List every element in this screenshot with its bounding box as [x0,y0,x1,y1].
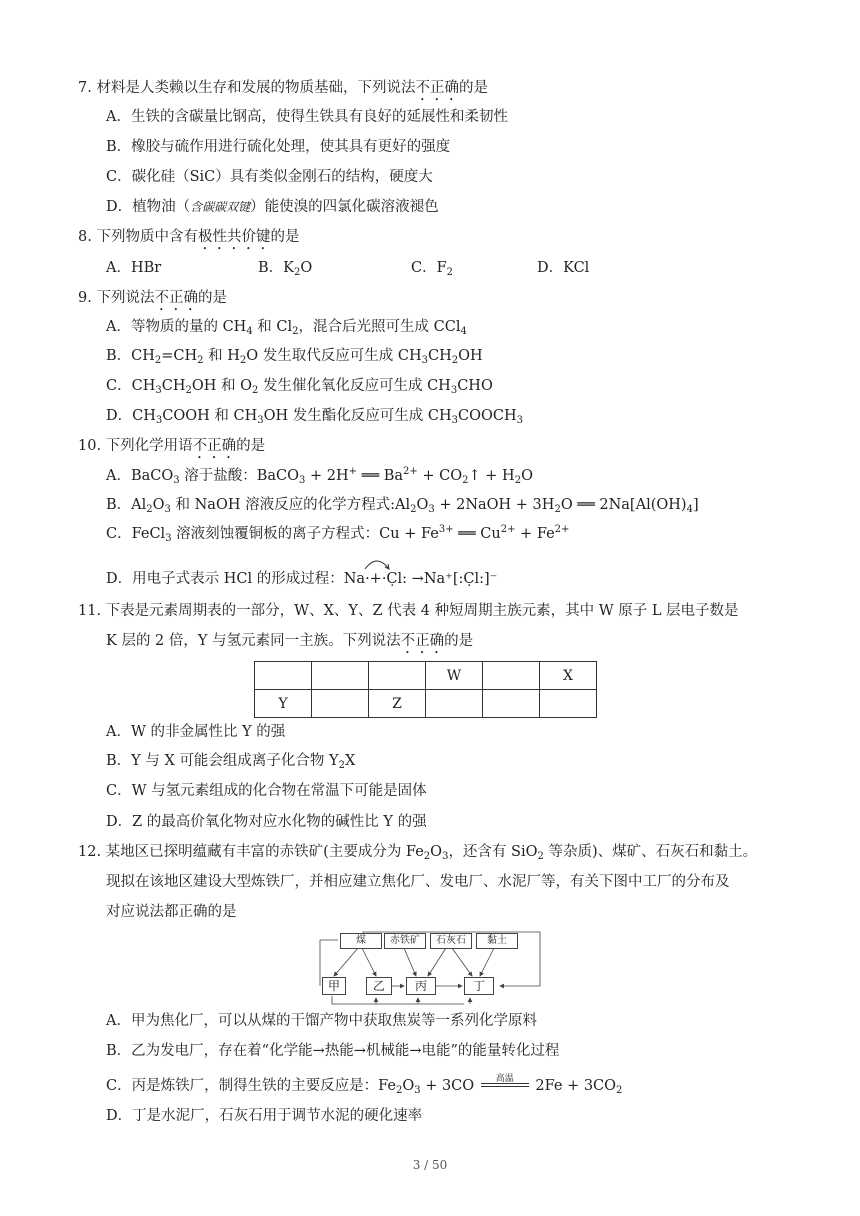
table-cell: X [540,662,597,690]
table-cell: Y [255,690,312,718]
q12-stem-line3: 对应说法都正确的是 [106,904,237,920]
q8-option-c: C．$F_2$ [411,260,454,278]
page-number: 3 / 50 [412,1158,448,1172]
q12-option-a: A．甲为焦化厂，可以从煤的干馏产物中获取焦炭等一系列化学原料 [106,1013,537,1029]
table-cell: W [426,662,483,690]
table-cell [255,662,312,690]
table-cell [483,662,540,690]
q11-stem-line2: K 层的 2 倍，Y 与氢元素同一主族。下列说法不正确的是 [106,633,474,649]
q11-option-c: C．W 与氢元素组成的化合物在常温下可能是固体 [106,783,427,799]
q8-stem: 8. 下列物质中含有极性共价键的是 [78,229,300,245]
resource-hematite: 赤铁矿 [384,933,426,949]
q8-option-d: D．KCl [537,260,590,276]
q11-option-d: D．Z 的最高价氧化物对应水化物的碱性比 Y 的强 [106,814,427,830]
q7-stem: 7. 材料是人类赖以生存和发展的物质基础，下列说法不正确的是 [78,80,488,96]
table-cell [369,662,426,690]
q12-option-c: C．丙是炼铁厂，制得生铁的主要反应是：$Fe_2O_3 + 3CO$ 高温 $2Fe + 3CO_2$ [106,1074,623,1096]
plant-yi: 乙 [366,977,392,995]
table-row [255,690,597,718]
resource-limestone: 石灰石 [430,933,472,949]
q10-option-d: D．用电子式表示 HCl 的形成过程：Na ·+·C̣l: →Na⁺[:C̣l:]⁻ [106,569,497,589]
q11-option-a: A．W 的非金属性比 Y 的强 [106,724,286,740]
plant-jia: 甲 [322,977,346,995]
resource-clay: 黏土 [476,933,518,949]
q12-stem-line2: 现拟在该地区建设大型炼铁厂，并相应建立焦化厂、发电厂、水泥厂等，有关下图中工厂的分布及 [106,874,730,890]
table-cell: Z [369,690,426,718]
q12-stem-line1: 12. 某地区已探明蕴藏有丰富的赤铁矿(主要成分为 $Fe_2O_3$，还含有 SiO$_2$ 等杂质)、煤矿、石灰石和黏土。 [78,844,758,862]
q10-option-b: B．$Al_2O_3$ 和 NaOH 溶液反应的化学方程式$:Al_2O_3$ + 2NaOH + $3H_2O$ ══ $2Na[Al(OH)_4]$ [106,497,699,515]
q9-option-a: A．等物质的量的 $CH_4$ 和 $Cl_2$，混合后光照可生成 CCl$_4$ [106,319,467,337]
q10-option-a: A．BaCO$_3$ 溶于盐酸：BaCO$_3$ + 2H+ ══ $Ba^{2+}$ + $CO_2↑ + H_2O$ [106,466,533,486]
plant-bing: 丙 [406,977,436,995]
reaction-condition-arrow: 高温 [479,1080,531,1092]
table-row [255,662,597,690]
electron-transfer-arc: ·+ [365,569,382,589]
q9-stem: 9. 下列说法不正确的是 [78,290,227,306]
q10-stem: 10. 下列化学用语不正确的是 [78,438,266,454]
table-cell [312,690,369,718]
table-cell [312,662,369,690]
resource-coal: 煤 [340,933,382,949]
q11-stem-line1: 11. 下表是元素周期表的一部分，W、X、Y、Z 代表 4 种短周期主族元素，其中 W 原子 L 层电子数是 [78,603,739,619]
q9-option-b: B．$CH_2=CH_2$ 和 $H_2O$ 发生取代反应可生成 $CH_3CH_2OH$ [106,348,483,366]
table-cell [483,690,540,718]
q9-option-d: D．$CH_3COOH$ 和 $CH_3OH$ 发生酯化反应可生成 $CH_3COOCH_3$ [106,408,523,426]
q8-option-a: A．HBr [106,260,162,276]
q7-option-c: C．碳化硅（SiC）具有类似金刚石的结构，硬度大 [106,169,433,185]
q12-option-d: D．丁是水泥厂，石灰石用于调节水泥的硬化速率 [106,1108,423,1124]
q8-option-b: B．$K_2O$ [258,260,313,278]
table-cell [540,690,597,718]
periodic-table-fragment [254,661,597,718]
q7-option-d: D．植物油（含碳碳双键）能使溴的四氯化碳溶液褪色 [106,199,439,215]
q9-option-c: C．$CH_3CH_2OH$ 和 $O_2$ 发生催化氧化反应可生成 $CH_3CHO$ [106,378,493,396]
q10-option-c: C．FeCl$_3$ 溶液刻蚀覆铜板的离子方程式：$Cu + Fe^{3+}$ ══ $Cu^{2+} + Fe^{2+}$ [106,524,570,544]
q11-option-b: B．Y 与 X 可能会组成离子化合物 $Y_2X$ [106,753,356,771]
q12-option-b: B．乙为发电厂，存在着“化学能→热能→机械能→电能”的能量转化过程 [106,1043,560,1059]
q7-option-a: A．生铁的含碳量比钢高，使得生铁具有良好的延展性和柔韧性 [106,109,508,125]
plant-ding: 丁 [464,977,494,995]
q7-option-b: B．橡胶与硫作用进行硫化处理，使其具有更好的强度 [106,139,451,155]
table-cell [426,690,483,718]
factory-flow-diagram [318,930,548,1006]
